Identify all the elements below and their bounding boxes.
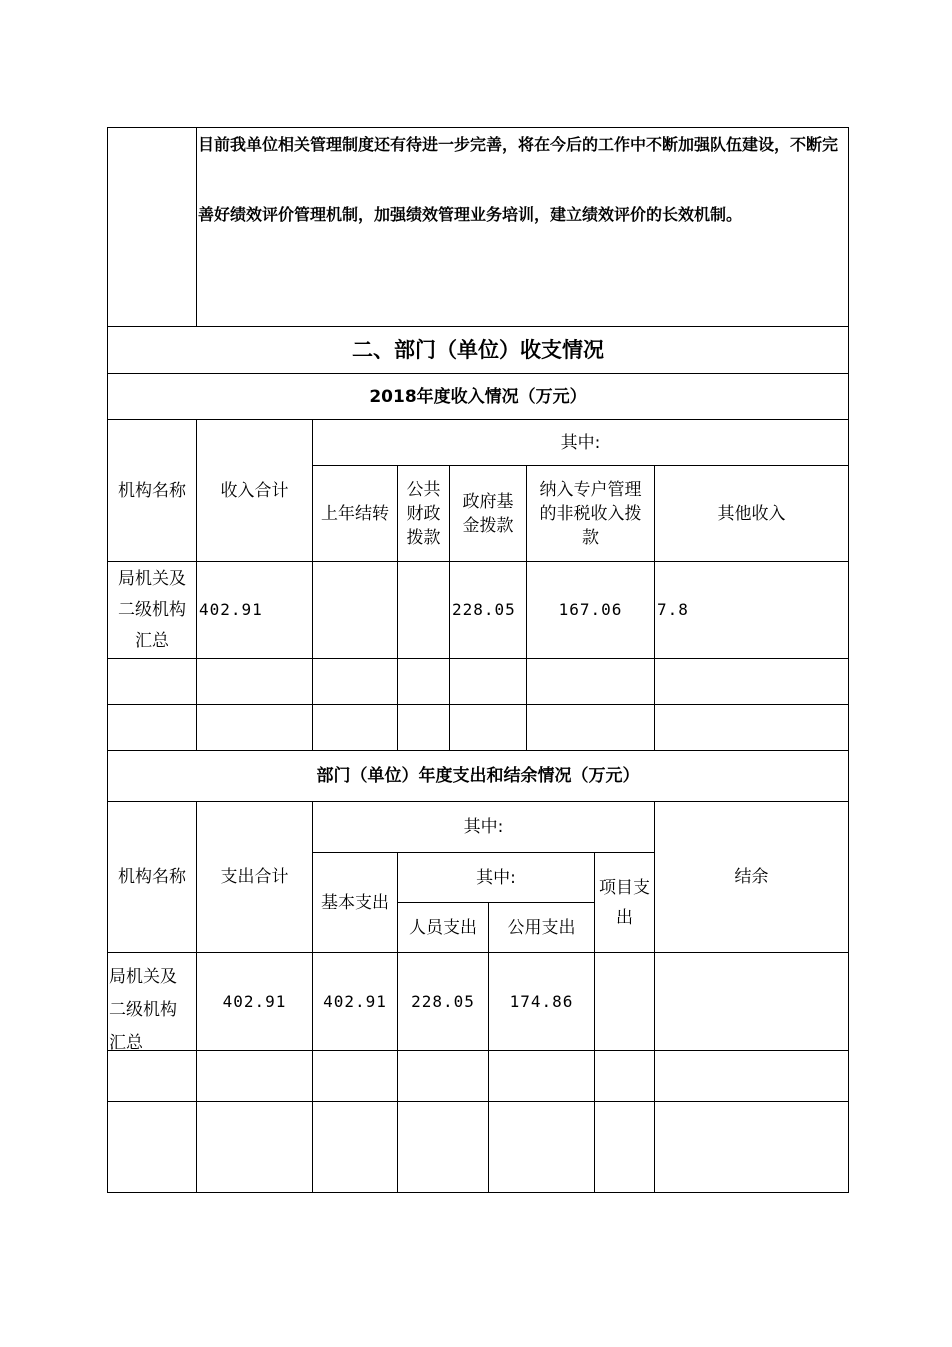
income-header-other: 其他收入 bbox=[717, 503, 786, 524]
income-header-fiscal bbox=[398, 466, 449, 561]
table-border-bottom bbox=[107, 1192, 849, 1193]
expense-header-public: 公用支出 bbox=[507, 917, 576, 938]
expense-row-public: 174.86 bbox=[509, 991, 574, 1011]
expense-header-personnel: 人员支出 bbox=[409, 917, 477, 938]
expense-header-of-which: 其中: bbox=[463, 817, 504, 837]
income-header-fiscal-line: 拨款 bbox=[406, 527, 441, 548]
expense-row-org-line: 汇总 bbox=[109, 1033, 143, 1053]
expense-row-balance bbox=[655, 953, 848, 1050]
expense-header-balance: 结余 bbox=[734, 867, 769, 887]
income-header-nontax-line: 款 bbox=[582, 527, 599, 548]
income-row-carryover bbox=[313, 562, 397, 658]
expense-header-org: 机构名称 bbox=[118, 867, 186, 887]
income-row-org bbox=[108, 562, 196, 658]
income-header-fund-line: 金拨款 bbox=[462, 515, 514, 536]
income-header-nontax-line: 的非税收入拨 bbox=[539, 503, 642, 524]
table-rule bbox=[107, 704, 849, 705]
income-header-fund-line: 政府基 bbox=[462, 491, 514, 512]
table-border-left bbox=[107, 127, 108, 1193]
expense-row-total: 402.91 bbox=[222, 991, 287, 1011]
income-row-other: 7.8 bbox=[657, 600, 689, 619]
expense-row-org bbox=[109, 961, 189, 1060]
table-rule bbox=[196, 127, 197, 326]
table-border-top bbox=[107, 127, 849, 128]
income-row-org-line: 汇总 bbox=[135, 630, 169, 651]
income-header-of-which: 其中: bbox=[560, 432, 601, 453]
income-row-fund: 228.05 bbox=[452, 600, 516, 619]
expense-header-total: 支出合计 bbox=[220, 867, 289, 887]
table-rule bbox=[107, 1101, 849, 1102]
income-header-nontax bbox=[527, 466, 654, 561]
expense-row-org-line: 二级机构 bbox=[109, 1000, 177, 1020]
income-header-fiscal-line: 公共 bbox=[406, 479, 441, 500]
income-header-fund bbox=[450, 466, 526, 561]
table-rule bbox=[107, 658, 849, 659]
expense-row-personnel: 228.05 bbox=[411, 991, 475, 1011]
income-row-org-line: 局机关及 bbox=[118, 568, 186, 589]
income-header-nontax-line: 纳入专户管理 bbox=[539, 479, 642, 500]
income-header-total: 收入合计 bbox=[220, 480, 289, 501]
table-rule bbox=[107, 561, 849, 562]
income-row-fiscal bbox=[398, 562, 449, 658]
income-row-nontax: 167.06 bbox=[558, 600, 623, 619]
income-header-carryover: 上年结转 bbox=[321, 503, 389, 524]
income-row-total: 402.91 bbox=[199, 600, 263, 619]
table-border-right bbox=[848, 127, 849, 1193]
summary-line-2: 善好绩效评价管理机制，加强绩效管理业务培训，建立绩效评价的长效机制。 bbox=[198, 205, 743, 224]
income-table-title: 2018年度收入情况（万元） bbox=[369, 386, 587, 407]
expense-row-org-line: 局机关及 bbox=[109, 967, 177, 987]
summary-line-1: 目前我单位相关管理制度还有待进一步完善，将在今后的工作中不断加强队伍建设，不断完 bbox=[198, 135, 839, 154]
expense-row-project bbox=[595, 953, 654, 1050]
income-row-org-line: 二级机构 bbox=[118, 599, 186, 620]
table-rule bbox=[107, 1050, 849, 1051]
expense-header-project bbox=[595, 853, 654, 952]
expense-header-project-line: 出 bbox=[616, 907, 633, 928]
expense-header-project-line: 项目支 bbox=[599, 877, 650, 898]
section-title: 二、部门（单位）收支情况 bbox=[352, 338, 604, 362]
expense-header-basic: 基本支出 bbox=[321, 892, 389, 913]
expense-row-basic: 402.91 bbox=[323, 991, 387, 1011]
expense-table-title: 部门（单位）年度支出和结余情况（万元） bbox=[316, 766, 640, 786]
income-header-fiscal-line: 财政 bbox=[406, 503, 441, 524]
income-header-org: 机构名称 bbox=[118, 480, 186, 501]
expense-header-sub-of-which: 其中: bbox=[476, 867, 516, 888]
